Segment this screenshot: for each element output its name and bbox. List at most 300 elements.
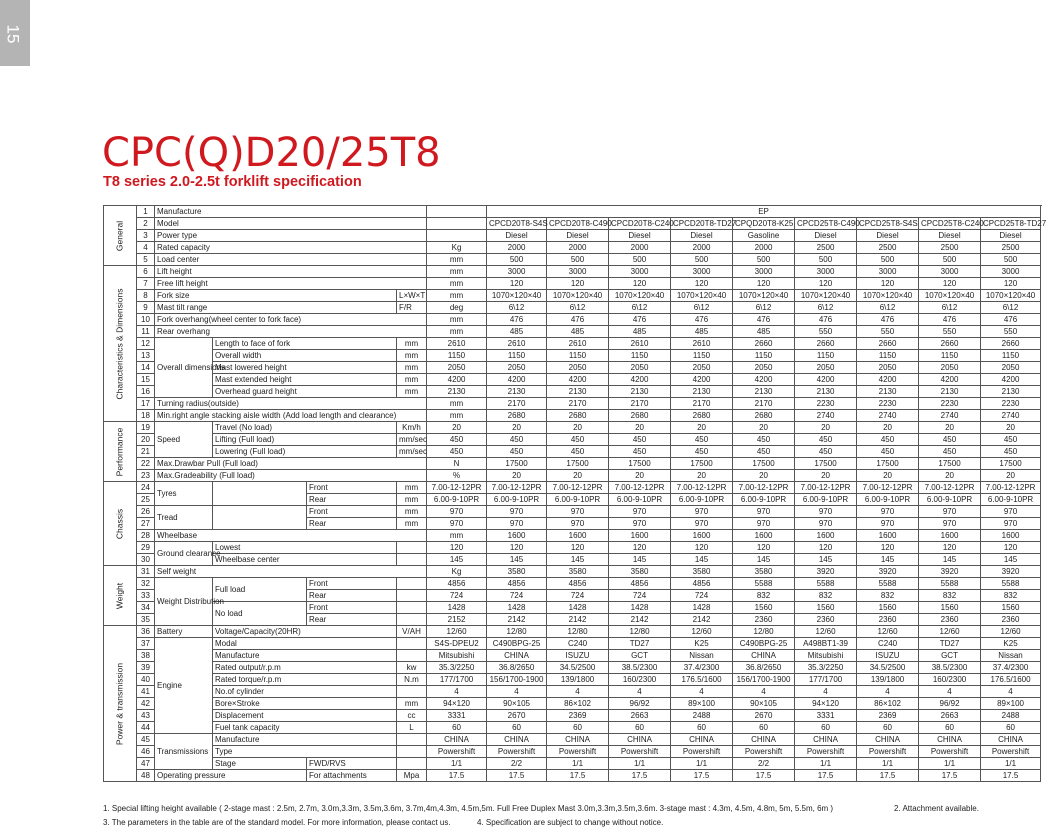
spec-value: 60 xyxy=(919,722,981,734)
row-number: 7 xyxy=(137,278,155,290)
spec-value: 2050 xyxy=(795,362,857,374)
spec-value: 3000 xyxy=(733,266,795,278)
spec-value: 1150 xyxy=(981,350,1041,362)
spec-value: 2142 xyxy=(487,614,547,626)
spec-value: 970 xyxy=(487,518,547,530)
row-label: Modal xyxy=(213,638,397,650)
spec-value: 4200 xyxy=(547,374,609,386)
spec-value: 1600 xyxy=(609,530,671,542)
spec-value: 2740 xyxy=(857,410,919,422)
row-number: 4 xyxy=(137,242,155,254)
spec-value: 2/2 xyxy=(733,758,795,770)
spec-value: Diesel xyxy=(487,230,547,242)
spec-value: 17500 xyxy=(609,458,671,470)
row-label: Front xyxy=(307,482,397,494)
row-label: Lowering (Full load) xyxy=(213,446,397,458)
spec-value: 485 xyxy=(609,326,671,338)
row-label: Type xyxy=(213,746,397,758)
table-row xyxy=(104,698,1041,710)
spec-value: 476 xyxy=(487,314,547,326)
row-number: 6 xyxy=(137,266,155,278)
spec-value: 2130 xyxy=(427,386,487,398)
spec-value: 2142 xyxy=(547,614,609,626)
spec-value: 450 xyxy=(547,446,609,458)
spec-value: 17.5 xyxy=(981,770,1041,782)
spec-value: TD27 xyxy=(609,638,671,650)
row-number: 16 xyxy=(137,386,155,398)
spec-value: Nissan xyxy=(981,650,1041,662)
spec-value: 2170 xyxy=(547,398,609,410)
row-number: 17 xyxy=(137,398,155,410)
spec-value: 1428 xyxy=(487,602,547,614)
spec-value: 2230 xyxy=(981,398,1041,410)
spec-value: 4200 xyxy=(857,374,919,386)
spec-value: 2360 xyxy=(919,614,981,626)
spec-value: C490BPG-25 xyxy=(487,638,547,650)
row-number: 33 xyxy=(137,590,155,602)
subgroup-engine: Engine xyxy=(155,638,213,734)
spec-value: 20 xyxy=(547,422,609,434)
model-name: CPCD20T8-C240 xyxy=(609,218,671,230)
row-unit xyxy=(397,542,427,554)
spec-value: 4200 xyxy=(487,374,547,386)
spec-value: Diesel xyxy=(919,230,981,242)
row-label: Rated output/r.p.m xyxy=(213,662,397,674)
group-label: Performance xyxy=(114,427,125,476)
spec-value: CHINA xyxy=(671,734,733,746)
spec-value: 6.00-9-10PR xyxy=(919,494,981,506)
row-number: 41 xyxy=(137,686,155,698)
row-number: 37 xyxy=(137,638,155,650)
spec-value: 34.5/2500 xyxy=(547,662,609,674)
spec-value: 2500 xyxy=(981,242,1041,254)
spec-value: 120 xyxy=(733,278,795,290)
table-row xyxy=(104,374,1041,386)
spec-value: 20 xyxy=(733,422,795,434)
spacer xyxy=(213,482,307,506)
spec-value: CHINA xyxy=(609,734,671,746)
spec-value: 6.00-9-10PR xyxy=(671,494,733,506)
spec-value: 6\12 xyxy=(857,302,919,314)
spec-value: 7.00-12-12PR xyxy=(733,482,795,494)
spec-value: 832 xyxy=(795,590,857,602)
spec-value: 17500 xyxy=(671,458,733,470)
spec-value: Powershift xyxy=(919,746,981,758)
model-name: CPCD20T8-C490 xyxy=(547,218,609,230)
spec-value: 2050 xyxy=(981,362,1041,374)
table-row xyxy=(104,446,1041,458)
row-unit: mm/sec xyxy=(397,434,427,446)
row-unit xyxy=(427,206,487,218)
row-unit xyxy=(397,602,427,614)
spec-value: 20 xyxy=(487,422,547,434)
spec-value: 156/1700-1900 xyxy=(487,674,547,686)
row-number: 9 xyxy=(137,302,155,314)
row-unit: mm xyxy=(427,266,487,278)
spec-value: 2660 xyxy=(795,338,857,350)
table-row xyxy=(104,530,1041,542)
row-unit xyxy=(397,758,427,770)
spec-value: 476 xyxy=(671,314,733,326)
spec-value: 2670 xyxy=(733,710,795,722)
spec-value: 6.00-9-10PR xyxy=(795,494,857,506)
row-unit: N.m xyxy=(397,674,427,686)
spec-value: 120 xyxy=(547,278,609,290)
spec-value: 970 xyxy=(609,506,671,518)
spec-value: Powershift xyxy=(857,746,919,758)
row-label: Free lift height xyxy=(155,278,427,290)
row-number: 18 xyxy=(137,410,155,422)
row-number: 43 xyxy=(137,710,155,722)
table-row xyxy=(104,338,1041,350)
row-number: 48 xyxy=(137,770,155,782)
row-unit: mm xyxy=(397,338,427,350)
table-row xyxy=(104,266,1041,278)
spec-value: 4 xyxy=(547,686,609,698)
spec-value: 6\12 xyxy=(609,302,671,314)
spec-value: 38.5/2300 xyxy=(609,662,671,674)
spec-value: 1070×120×40 xyxy=(487,290,547,302)
spec-value: 2670 xyxy=(487,710,547,722)
page-number: 15 xyxy=(3,24,23,44)
row-label: Travel (No load) xyxy=(213,422,397,434)
group-label: Weight xyxy=(114,582,125,609)
spec-value: 120 xyxy=(919,278,981,290)
spec-value: 139/1800 xyxy=(857,674,919,686)
row-label: Lift height xyxy=(155,266,427,278)
row-number: 39 xyxy=(137,662,155,674)
spec-value: 3000 xyxy=(795,266,857,278)
subgroup-transmissions: Transmissions xyxy=(155,734,213,770)
spec-value: 500 xyxy=(671,254,733,266)
row-number: 13 xyxy=(137,350,155,362)
spec-value: 7.00-12-12PR xyxy=(671,482,733,494)
spec-value: 20 xyxy=(427,422,487,434)
spec-value: 970 xyxy=(733,518,795,530)
spec-value: 970 xyxy=(795,506,857,518)
spec-value: 7.00-12-12PR xyxy=(795,482,857,494)
spec-value: 60 xyxy=(427,722,487,734)
row-unit: mm xyxy=(427,398,487,410)
row-number: 8 xyxy=(137,290,155,302)
row-label: Rear xyxy=(307,614,397,626)
spec-value: 60 xyxy=(857,722,919,734)
spec-value: 156/1700-1900 xyxy=(733,674,795,686)
spec-value: 450 xyxy=(487,434,547,446)
spec-value: 20 xyxy=(857,470,919,482)
spec-value: 724 xyxy=(427,590,487,602)
spec-value: 2500 xyxy=(919,242,981,254)
spec-value: 4200 xyxy=(919,374,981,386)
spec-value: 970 xyxy=(795,518,857,530)
spec-value: 832 xyxy=(981,590,1041,602)
spec-value: 4200 xyxy=(609,374,671,386)
spec-value: Mitsubishi xyxy=(427,650,487,662)
table-row xyxy=(104,542,1041,554)
row-label: Fork size xyxy=(155,290,397,302)
spec-value: 176.5/1600 xyxy=(671,674,733,686)
spec-value: 12/60 xyxy=(919,626,981,638)
row-unit: cc xyxy=(397,710,427,722)
row-label: Displacement xyxy=(213,710,397,722)
spec-value: 3000 xyxy=(919,266,981,278)
spec-value: 550 xyxy=(857,326,919,338)
spec-value: 970 xyxy=(857,518,919,530)
spec-value: Diesel xyxy=(547,230,609,242)
spec-value: 2610 xyxy=(427,338,487,350)
spec-value: 2610 xyxy=(547,338,609,350)
row-number: 14 xyxy=(137,362,155,374)
spec-value: 4 xyxy=(427,686,487,698)
row-unit: kw xyxy=(397,662,427,674)
spec-value: 4 xyxy=(733,686,795,698)
spec-value: 450 xyxy=(795,434,857,446)
row-label: Voltage/Capacity(20HR) xyxy=(213,626,397,638)
subgroup-tread: Tread xyxy=(155,506,213,530)
spec-value: 1070×120×40 xyxy=(547,290,609,302)
spec-value: 3331 xyxy=(427,710,487,722)
spec-value: 476 xyxy=(547,314,609,326)
spec-value: Mitsubishi xyxy=(795,650,857,662)
spec-value: CHINA xyxy=(733,734,795,746)
row-label: Model xyxy=(155,218,427,230)
spec-value: 145 xyxy=(733,554,795,566)
spec-value: 2230 xyxy=(857,398,919,410)
spec-value: 2230 xyxy=(919,398,981,410)
row-label: Manufacture xyxy=(155,206,427,218)
spec-value: 145 xyxy=(427,554,487,566)
group-general xyxy=(104,206,137,266)
spec-value: 7.00-12-12PR xyxy=(981,482,1041,494)
spec-value: 6.00-9-10PR xyxy=(857,494,919,506)
row-unit: deg xyxy=(427,302,487,314)
spec-value: 2230 xyxy=(795,398,857,410)
spec-value: 450 xyxy=(733,446,795,458)
spec-value: 2663 xyxy=(609,710,671,722)
row-number: 23 xyxy=(137,470,155,482)
row-label: Mast lowered height xyxy=(213,362,397,374)
spec-value: CHINA xyxy=(487,650,547,662)
row-number: 22 xyxy=(137,458,155,470)
spec-value: Powershift xyxy=(981,746,1041,758)
row-aux: F/R xyxy=(397,302,427,314)
row-number: 27 xyxy=(137,518,155,530)
spec-value: 4 xyxy=(609,686,671,698)
spec-value: 450 xyxy=(733,434,795,446)
spec-value: 500 xyxy=(795,254,857,266)
spec-value: 1560 xyxy=(981,602,1041,614)
spec-value: Gasoline xyxy=(733,230,795,242)
spec-value: 3580 xyxy=(487,566,547,578)
spec-value: 120 xyxy=(487,278,547,290)
spec-value: 3920 xyxy=(795,566,857,578)
spec-value: 120 xyxy=(733,542,795,554)
table-row xyxy=(104,206,1041,218)
spec-value: 4200 xyxy=(795,374,857,386)
spec-value: 2680 xyxy=(671,410,733,422)
spec-value: 6\12 xyxy=(671,302,733,314)
spec-value: 1428 xyxy=(547,602,609,614)
spec-value: 1600 xyxy=(919,530,981,542)
spec-value: K25 xyxy=(671,638,733,650)
row-unit: mm xyxy=(397,350,427,362)
spec-value: 4200 xyxy=(671,374,733,386)
subgroup-overall-dimensions: Overall dimensions xyxy=(155,338,213,398)
spec-value: 37.4/2300 xyxy=(671,662,733,674)
spec-value: 4856 xyxy=(547,578,609,590)
spec-value: 120 xyxy=(671,542,733,554)
spec-value: 2500 xyxy=(795,242,857,254)
spec-value: 6\12 xyxy=(547,302,609,314)
row-number: 28 xyxy=(137,530,155,542)
table-row xyxy=(104,302,1041,314)
row-number: 15 xyxy=(137,374,155,386)
spec-value: 38.5/2300 xyxy=(919,662,981,674)
spec-value: 6\12 xyxy=(919,302,981,314)
spec-value: 90×105 xyxy=(733,698,795,710)
spec-value: 450 xyxy=(981,446,1041,458)
spec-value: 450 xyxy=(487,446,547,458)
spec-value: 724 xyxy=(671,590,733,602)
spec-value: 7.00-12-12PR xyxy=(919,482,981,494)
spec-value: Diesel xyxy=(671,230,733,242)
spec-value: 3000 xyxy=(981,266,1041,278)
row-number: 25 xyxy=(137,494,155,506)
spec-value: 2610 xyxy=(671,338,733,350)
spec-value: Powershift xyxy=(427,746,487,758)
spec-value: 2170 xyxy=(733,398,795,410)
spec-value: 36.8/2650 xyxy=(733,662,795,674)
spec-value: 1560 xyxy=(919,602,981,614)
spec-value: 4 xyxy=(795,686,857,698)
row-unit xyxy=(397,614,427,626)
spec-value: 96/92 xyxy=(609,698,671,710)
spec-value: 1428 xyxy=(609,602,671,614)
spec-value: 3000 xyxy=(609,266,671,278)
row-label: Min.right angle stacking aisle width (Add load length and clearance) xyxy=(155,410,427,422)
spec-value: 2130 xyxy=(671,386,733,398)
row-unit xyxy=(427,218,487,230)
spec-value: 20 xyxy=(981,470,1041,482)
row-unit: mm xyxy=(427,278,487,290)
row-label: Lifting (Full load) xyxy=(213,434,397,446)
spec-value: 17.5 xyxy=(487,770,547,782)
row-label: Mast tilt range xyxy=(155,302,397,314)
spec-value: 17.5 xyxy=(547,770,609,782)
spec-value: 2000 xyxy=(609,242,671,254)
spec-value: 2130 xyxy=(919,386,981,398)
spec-value: 1428 xyxy=(427,602,487,614)
row-unit: % xyxy=(427,470,487,482)
table-row xyxy=(104,626,1041,638)
spec-value: 6\12 xyxy=(795,302,857,314)
spec-value: 970 xyxy=(981,506,1041,518)
row-label: Power type xyxy=(155,230,427,242)
spec-value: ISUZU xyxy=(547,650,609,662)
spec-value: 1150 xyxy=(733,350,795,362)
row-label: Manufacture xyxy=(213,734,397,746)
table-row xyxy=(104,254,1041,266)
spec-value: 160/2300 xyxy=(919,674,981,686)
spec-value: 500 xyxy=(609,254,671,266)
spec-value: 3580 xyxy=(671,566,733,578)
spec-value: 970 xyxy=(671,506,733,518)
spec-value: 2660 xyxy=(733,338,795,350)
spec-value: 832 xyxy=(733,590,795,602)
row-label: Overhead guard height xyxy=(213,386,397,398)
model-name: CPCD25T8-C240 xyxy=(919,218,981,230)
spec-value: 12/60 xyxy=(795,626,857,638)
row-aux: For attachments xyxy=(307,770,397,782)
subgroup-speed: Speed xyxy=(155,422,213,458)
spec-value: 20 xyxy=(733,470,795,482)
spec-value: 2369 xyxy=(857,710,919,722)
spec-value: 2360 xyxy=(857,614,919,626)
spec-value: 500 xyxy=(733,254,795,266)
spec-value: 2130 xyxy=(857,386,919,398)
row-unit xyxy=(397,554,427,566)
spec-value: 1/1 xyxy=(857,758,919,770)
spec-value: CHINA xyxy=(795,734,857,746)
spec-value: 485 xyxy=(547,326,609,338)
spec-value: 550 xyxy=(795,326,857,338)
table-row xyxy=(104,554,1041,566)
spec-value: 2610 xyxy=(487,338,547,350)
row-number: 35 xyxy=(137,614,155,626)
group-label: Chassis xyxy=(114,508,125,539)
spec-value: 3000 xyxy=(857,266,919,278)
spec-value: 1150 xyxy=(547,350,609,362)
row-unit: mm xyxy=(427,530,487,542)
spec-value: 4856 xyxy=(671,578,733,590)
table-row xyxy=(104,242,1041,254)
row-label: Turning radius(outside) xyxy=(155,398,427,410)
row-label: No.of cylinder xyxy=(213,686,397,698)
spec-value: 2740 xyxy=(981,410,1041,422)
spec-value: 2488 xyxy=(671,710,733,722)
spec-value: 94×120 xyxy=(795,698,857,710)
row-number: 21 xyxy=(137,446,155,458)
spec-value: 139/1800 xyxy=(547,674,609,686)
table-row xyxy=(104,734,1041,746)
spec-table xyxy=(103,205,1047,782)
spec-value: Powershift xyxy=(671,746,733,758)
footnote-1: 1. Special lifting height available ( 2-stage mast : 2.5m, 2.7m, 3.0m,3.3m, 3.5m,3.6m, 3.7m,4m,4.3m, 4.5m,5m. Full Free Duplex Mast 3.0m,3.3m,3.5m,3.6m. 3-stage mast : 4.3m, 4.5m, 4.8m, 5m, 5.5m, 6m ) xyxy=(103,804,834,813)
group-performance xyxy=(104,422,137,482)
spec-value: 20 xyxy=(795,422,857,434)
spec-value: 145 xyxy=(857,554,919,566)
spec-value: 94×120 xyxy=(427,698,487,710)
spec-value: 1150 xyxy=(857,350,919,362)
spec-value: 2142 xyxy=(609,614,671,626)
spec-value: TD27 xyxy=(919,638,981,650)
spec-value: 120 xyxy=(795,278,857,290)
spec-value: 4200 xyxy=(981,374,1041,386)
spec-value: 20 xyxy=(919,422,981,434)
spec-value: 7.00-12-12PR xyxy=(609,482,671,494)
spec-value: 1600 xyxy=(733,530,795,542)
spec-value: 5588 xyxy=(795,578,857,590)
spec-value: 2050 xyxy=(919,362,981,374)
table-row xyxy=(104,482,1041,494)
spec-value: 20 xyxy=(487,470,547,482)
spec-value: 3580 xyxy=(547,566,609,578)
spec-value: 90×105 xyxy=(487,698,547,710)
spec-value: 970 xyxy=(609,518,671,530)
spec-value: 2050 xyxy=(487,362,547,374)
spec-value: 1600 xyxy=(857,530,919,542)
row-label: Mast extended height xyxy=(213,374,397,386)
